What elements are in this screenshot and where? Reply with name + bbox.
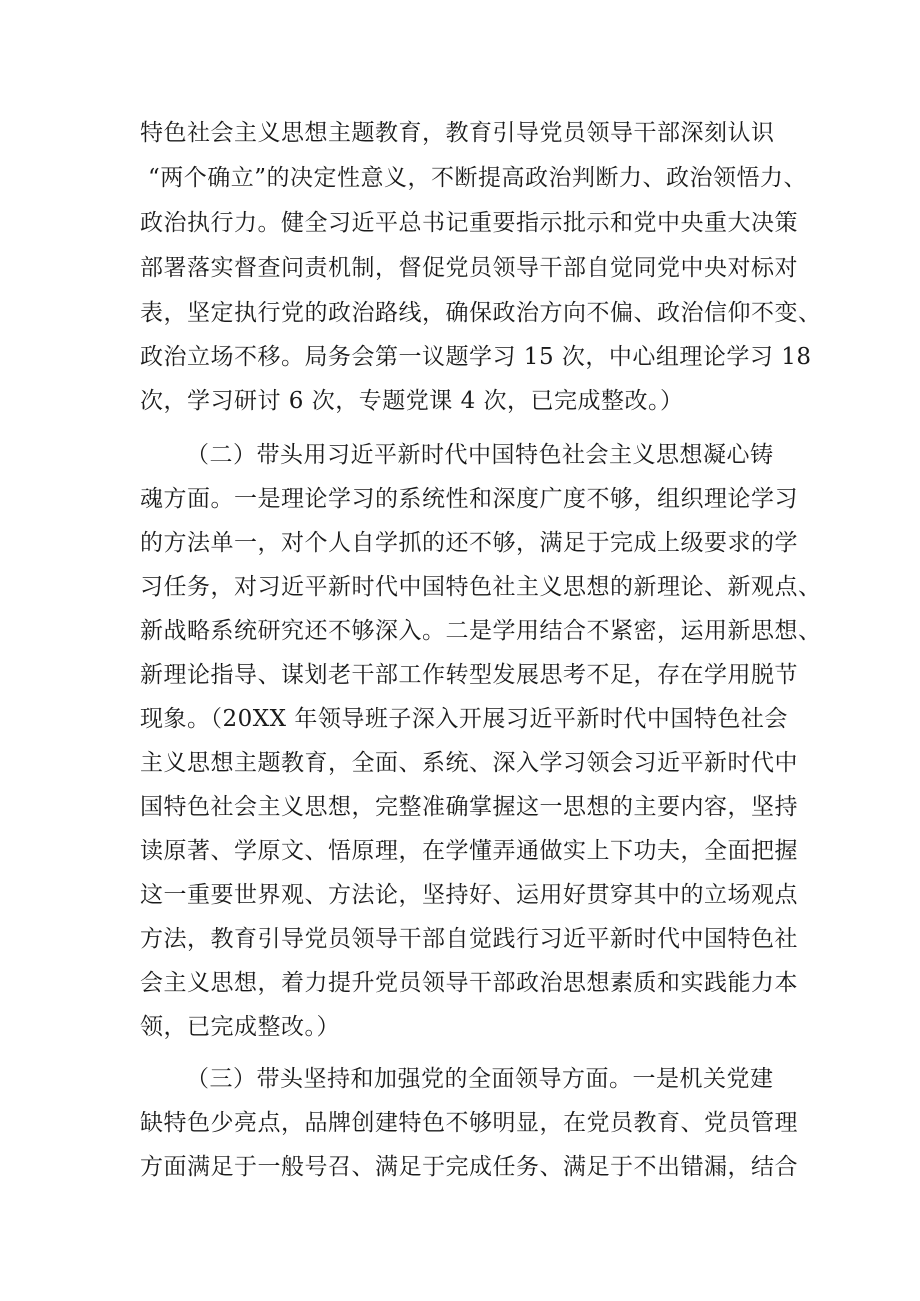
section-heading: （三）带头坚持和加强党的全面领导方面。一是机关党建 — [186, 1066, 774, 1092]
text-line: 新理论指导、谋划老干部工作转型发展思考不足，存在学用脱节 — [140, 662, 798, 688]
text-line: 习任务，对习近平新时代中国特色社主义思想的新理论、新观点、 — [140, 574, 822, 600]
text-line: 表，坚定执行党的政治路线，确保政治方向不偏、政治信仰不变、 — [140, 300, 822, 326]
text-line: 主义思想主题教育，全面、系统、深入学习领会习近平新时代中 — [140, 750, 798, 776]
text-line: 政治立场不移。局务会第一议题学习 15 次，中心组理论学习 18 — [140, 344, 812, 370]
text-line: 方法，教育引导党员领导干部自觉践行习近平新时代中国特色社 — [140, 926, 798, 952]
text-line: 特色社会主义思想主题教育，教育引导党员领导干部深刻认识 — [140, 120, 775, 146]
text-line: 政治执行力。健全习近平总书记重要指示批示和党中央重大决策 — [140, 210, 798, 236]
text-line: 部署落实督查问责机制，督促党员领导干部自觉同党中央对标对 — [140, 255, 798, 281]
text-line: 缺特色少亮点，品牌创建特色不够明显，在党员教育、党员管理 — [140, 1110, 798, 1136]
text-line: “两个确立”的决定性意义，不断提高政治判断力、政治领悟力、 — [148, 165, 808, 191]
section-heading: （二）带头用习近平新时代中国特色社会主义思想凝心铸 — [186, 442, 774, 468]
text-line: 魂方面。一是理论学习的系统性和深度广度不够，组织理论学习 — [140, 486, 798, 512]
text-line: 方面满足于一般号召、满足于完成任务、满足于不出错漏，结合 — [140, 1154, 798, 1180]
text-line: 会主义思想，着力提升党员领导干部政治思想素质和实践能力本 — [140, 970, 798, 996]
text-line: 次，学习研讨 6 次，专题党课 4 次，已完成整改。） — [140, 388, 684, 414]
text-line: 这一重要世界观、方法论，坚持好、运用好贯穿其中的立场观点 — [140, 882, 798, 908]
text-line: 的方法单一，对个人自学抓的还不够，满足于完成上级要求的学 — [140, 530, 798, 556]
text-line: 国特色社会主义思想，完整准确掌握这一思想的主要内容，坚持 — [140, 794, 798, 820]
text-line: 领，已完成整改。） — [140, 1014, 340, 1040]
text-line: 现象。（20XX 年领导班子深入开展习近平新时代中国特色社会 — [140, 706, 788, 732]
text-line: 新战略系统研究还不够深入。二是学用结合不紧密，运用新思想、 — [140, 618, 822, 644]
text-line: 读原著、学原文、悟原理，在学懂弄通做实上下功夫，全面把握 — [140, 838, 798, 864]
